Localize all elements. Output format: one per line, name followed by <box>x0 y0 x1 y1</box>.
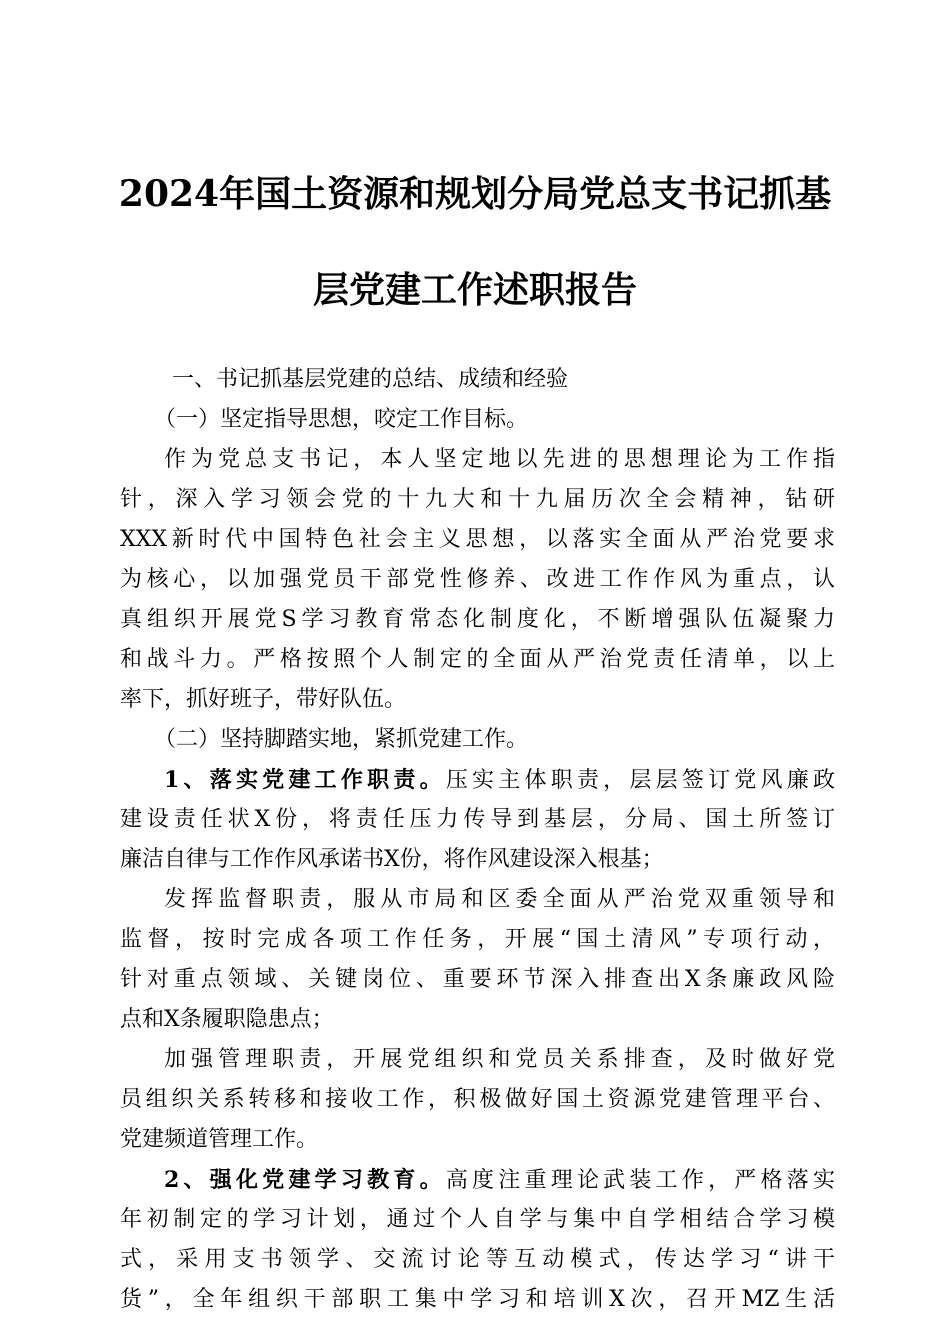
paragraph-line: 针对重点领域、关键岗位、重要环节深入排查出X条廉政风险 <box>120 967 835 992</box>
paragraph-line: 点和X条履职隐患点； <box>120 1007 334 1032</box>
paragraph-line: 为核心，以加强党员干部党性修养、改进工作作风为重点，认 <box>120 567 835 592</box>
document-body <box>120 360 835 1320</box>
item-1-text: 压实主体职责，层层签订党风廉政 <box>445 768 835 793</box>
item-1-lead: 1、落实党建工作职责。 <box>164 767 446 793</box>
paragraph-line: 加强管理职责，开展党组织和党员关系排查，及时做好党 <box>164 1047 835 1072</box>
subsection-heading-1: （一）坚定指导思想，咬定工作目标。 <box>154 407 529 432</box>
item-2-lead: 2、强化党建学习教育。 <box>164 1167 446 1193</box>
paragraph-line: 和战斗力。严格按照个人制定的全面从严治党责任清单，以上 <box>120 647 835 672</box>
paragraph-line: 发挥监督职责，服从市局和区委全面从严治党双重领导和 <box>164 887 835 912</box>
paragraph-line: 党建频道管理工作。 <box>120 1127 319 1152</box>
paragraph-line: 货”，全年组织干部职工集中学习和培训X次，召开MZ生活 <box>120 1287 835 1312</box>
paragraph-line: 监督，按时完成各项工作任务，开展“国土清风”专项行动， <box>120 927 835 952</box>
subsection-heading-2: （二）坚持脚踏实地，紧抓党建工作。 <box>154 727 529 752</box>
paragraph-line: 作为党总支书记，本人坚定地以先进的思想理论为工作指 <box>164 447 835 472</box>
paragraph-line: 式，采用支书领学、交流讨论等互动模式，传达学习“讲干 <box>120 1247 835 1272</box>
paragraph-line: 真组织开展党S学习教育常态化制度化，不断增强队伍凝聚力 <box>120 607 835 632</box>
paragraph-line: 建设责任状X份，将责任压力传导到基层，分局、国土所签订 <box>120 807 835 832</box>
document-title-line-2: 层党建工作述职报告 <box>312 269 637 311</box>
paragraph-line: 率下，抓好班子，带好队伍。 <box>120 687 407 712</box>
item-2-text: 高度注重理论武装工作，严格落实 <box>445 1168 835 1193</box>
paragraph-line: XXX新时代中国特色社会主义思想，以落实全面从严治党要求 <box>120 527 835 552</box>
item-2-first-line <box>120 1160 835 1200</box>
paragraph-line: 廉洁自律与工作作风承诺书X份，将作风建设深入根基； <box>120 847 664 872</box>
section-heading-1: 一、书记抓基层党建的总结、成绩和经验 <box>172 367 569 392</box>
document-title-line-1: 2024年国土资源和规划分局党总支书记抓基 <box>118 173 832 215</box>
paragraph-line: 年初制定的学习计划，通过个人自学与集中自学相结合学习模 <box>120 1207 835 1232</box>
paragraph-line: 针，深入学习领会党的十九大和十九届历次全会精神，钻研 <box>120 487 835 512</box>
paragraph-line: 员组织关系转移和接收工作，积极做好国土资源党建管理平台、 <box>120 1087 835 1112</box>
item-1-first-line <box>120 760 835 800</box>
